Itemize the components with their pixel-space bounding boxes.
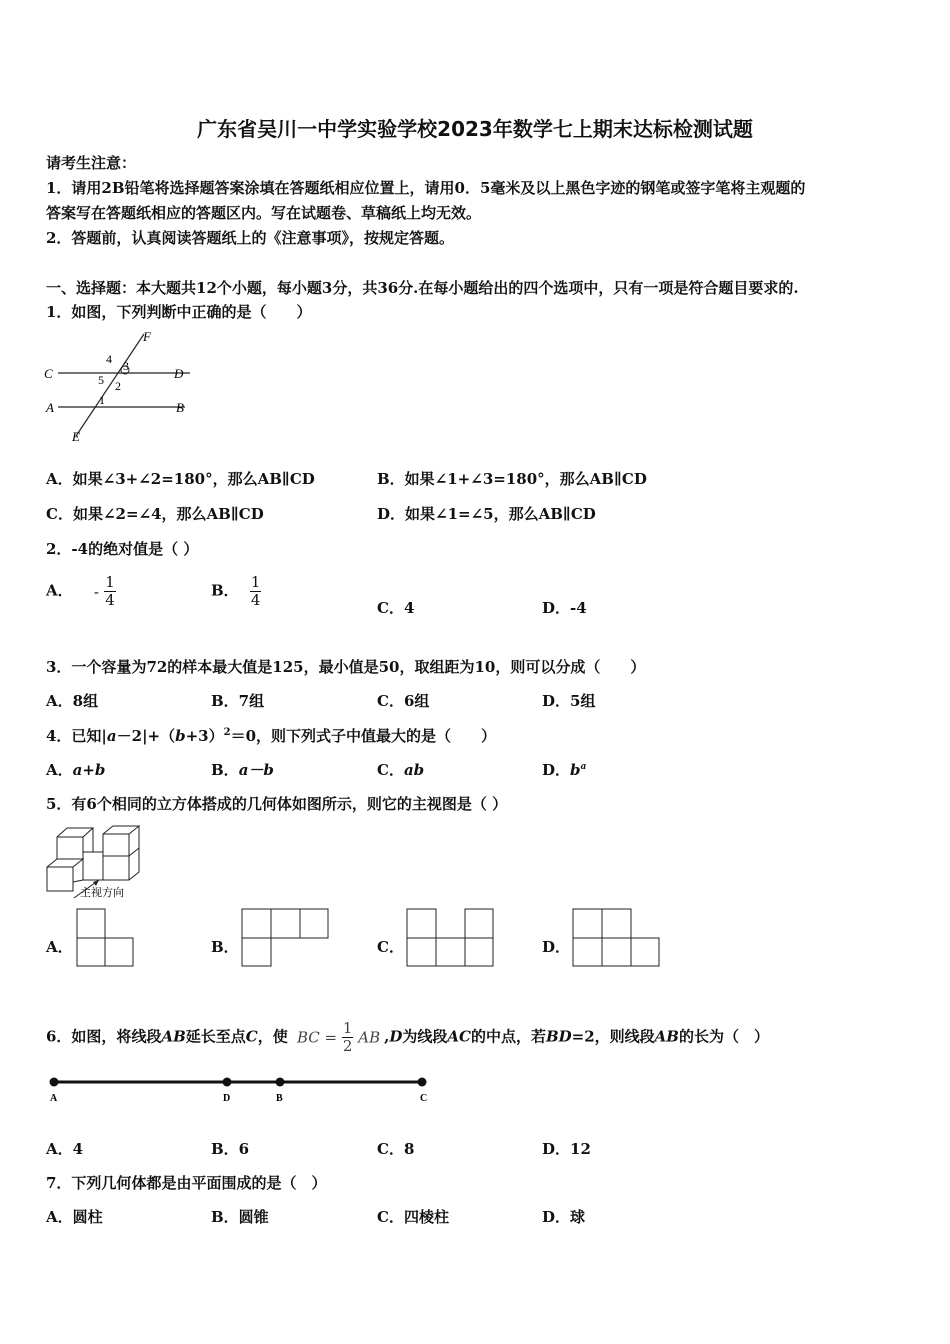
q2-option-a-sign: -	[93, 582, 99, 601]
q4-a-label: A．	[46, 761, 73, 779]
q4-c-label: C．	[377, 761, 404, 779]
q4-c-expr: ab	[403, 761, 425, 779]
q5-option-b[interactable]: B．	[211, 938, 239, 956]
q2-stem: 2．-4的绝对值是（ ）	[46, 540, 199, 558]
q4-option-a[interactable]	[46, 759, 105, 780]
q5-option-a-figure[interactable]	[76, 908, 136, 968]
q6-bd: BD	[545, 1027, 572, 1046]
q1-option-b[interactable]: B．如果∠1+∠3=180°，那么AB∥CD	[377, 470, 647, 488]
point-d	[223, 1078, 232, 1087]
label-2: 2	[115, 379, 121, 393]
q6-ac-1: AC	[447, 1027, 471, 1046]
q7-option-d[interactable]: D．球	[542, 1208, 586, 1226]
page-title: 广东省吴川一中学实验学校2023年数学七上期末达标检测试题	[197, 117, 753, 141]
q3-option-c[interactable]: C．6组	[377, 692, 430, 710]
q6-stem-mid3: ,	[384, 1027, 390, 1046]
q6-stem-mid6: =2，则线段	[571, 1027, 655, 1046]
q7-option-a[interactable]: A．圆柱	[46, 1208, 103, 1226]
q4-option-d[interactable]	[542, 759, 586, 780]
point-a	[50, 1078, 59, 1087]
q5-option-d[interactable]: D．	[542, 938, 571, 956]
q6-stem	[46, 1020, 769, 1055]
q1-option-d[interactable]: D．如果∠1=∠5，那么AB∥CD	[377, 505, 596, 523]
label-C: C	[44, 366, 53, 381]
q3-option-a[interactable]: A．8组	[46, 692, 99, 710]
q6-figure	[44, 1070, 444, 1110]
q5-option-b-figure[interactable]	[241, 908, 331, 968]
q4-b-expr: a－b	[238, 761, 274, 779]
label-4: 4	[106, 352, 112, 366]
q6-option-a[interactable]: A．4	[46, 1140, 84, 1158]
q4-stem	[46, 725, 496, 746]
label-1: 1	[99, 393, 105, 407]
q6-formula-fraction	[342, 1020, 354, 1055]
q6-option-b[interactable]: B．6	[211, 1140, 250, 1158]
q2-option-b-label: B．	[211, 581, 239, 600]
notice-line-2: 2．答题前，认真阅读答题纸上的《注意事项》，按规定答题。	[46, 229, 454, 247]
q2-option-b[interactable]	[211, 574, 261, 609]
q4-d-base: b	[570, 761, 581, 779]
q5-option-d-figure[interactable]	[572, 908, 662, 968]
label-5: 5	[98, 373, 104, 387]
q2-b-den: 4	[250, 591, 261, 609]
q4-exponent: 2	[223, 727, 231, 738]
q1-option-c[interactable]: C．如果∠2=∠4，那么AB∥CD	[46, 505, 264, 523]
q2-a-num: 1	[105, 573, 115, 591]
q6-option-d[interactable]: D．12	[542, 1140, 591, 1158]
label-E: E	[72, 429, 80, 444]
q4-option-b[interactable]	[211, 759, 274, 780]
q2-option-b-fraction	[250, 574, 262, 609]
q2-option-c[interactable]: C．4	[377, 599, 415, 617]
q2-option-a-fraction	[104, 574, 116, 609]
point-b-label: B	[276, 1093, 283, 1104]
q6-formula	[297, 1020, 380, 1055]
label-A: A	[46, 400, 54, 415]
q4-option-c[interactable]	[377, 759, 424, 780]
q5-option-a[interactable]: A．	[46, 938, 73, 956]
point-a-label: A	[50, 1093, 58, 1104]
q6-stem-post: 的长为（ ）	[678, 1027, 769, 1046]
q1-option-a[interactable]: A．如果∠3+∠2=180°，那么AB∥CD	[46, 470, 315, 488]
point-b	[276, 1078, 285, 1087]
q6-formula-num: 1	[342, 1019, 353, 1037]
q6-formula-rhs: AB	[358, 1028, 381, 1047]
q4-b-label: B．	[211, 761, 239, 779]
line-ef	[76, 334, 144, 436]
q4-stem-post: ＝0，则下列式子中值最大的是（ ）	[230, 727, 497, 745]
q6-stem-mid1: 延长至点	[185, 1027, 246, 1046]
q5-stem: 5．有6个相同的立方体搭成的几何体如图所示，则它的主视图是（ ）	[46, 795, 508, 813]
q3-stem: 3．一个容量为72的样本最大值是125，最小值是50，取组距为10，则可以分成（ ）	[46, 658, 646, 676]
q1-stem: 1．如图，下列判断中正确的是（ ）	[46, 303, 312, 321]
q4-stem-mid2: +3）	[185, 727, 224, 745]
q2-option-d[interactable]: D．-4	[542, 599, 587, 617]
q6-option-c[interactable]: C．8	[377, 1140, 415, 1158]
point-d-label: D	[223, 1093, 231, 1104]
q5-figure	[44, 822, 144, 900]
view-direction-label: 主视方向	[80, 887, 124, 899]
q2-option-a-label: A．	[46, 581, 73, 600]
q5-option-c-figure[interactable]	[406, 908, 496, 968]
q4-d-label: D．	[542, 761, 571, 779]
q6-d-1: D	[389, 1027, 403, 1046]
label-3: 3	[123, 359, 129, 373]
q2-b-num: 1	[250, 573, 261, 591]
point-c-label: C	[420, 1093, 428, 1104]
q6-stem-mid4: 为线段	[402, 1027, 448, 1046]
q3-option-b[interactable]: B．7组	[211, 692, 265, 710]
q6-formula-den: 2	[342, 1037, 353, 1055]
q1-figure	[40, 326, 200, 446]
point-c	[418, 1078, 427, 1087]
q6-ab-2: AB	[654, 1027, 679, 1046]
q4-var-b: b	[175, 727, 186, 745]
label-B: B	[176, 400, 184, 415]
q6-ab-1: AB	[161, 1027, 186, 1046]
q4-stem-mid: －2|+（	[116, 727, 176, 745]
q4-d-exp: a	[580, 762, 587, 772]
notice-line-1: 1．请用2B铅笔将选择题答案涂填在答题纸相应位置上，请用0．5毫米及以上黑色字迹的钢笔或签字笔将主观题的	[46, 179, 806, 197]
q4-a-expr: a+b	[72, 761, 106, 779]
q7-stem: 7．下列几何体都是由平面围成的是（ ）	[46, 1174, 327, 1192]
q6-stem-mid2: ，使	[257, 1027, 288, 1046]
notice-heading: 请考生注意：	[46, 154, 137, 172]
q2-a-den: 4	[105, 591, 115, 609]
q7-option-c[interactable]: C．四棱柱	[377, 1208, 449, 1226]
q3-option-d[interactable]: D．5组	[542, 692, 596, 710]
q6-c-1: C	[245, 1027, 258, 1046]
notice-line-1b: 答案写在答题纸相应的答题区内。写在试题卷、草稿纸上均无效。	[46, 204, 482, 222]
q2-option-a[interactable]	[46, 574, 116, 609]
q4-stem-pre: 4．已知|	[46, 727, 107, 745]
q7-option-b[interactable]: B．圆锥	[211, 1208, 269, 1226]
q6-stem-pre: 6．如图，将线段	[46, 1027, 162, 1046]
label-F: F	[143, 329, 151, 344]
label-D: D	[174, 366, 184, 381]
q4-var-a: a	[106, 727, 117, 745]
q6-formula-lhs: BC =	[297, 1028, 338, 1047]
q6-stem-mid5: 的中点，若	[470, 1027, 546, 1046]
q5-option-c[interactable]: C．	[377, 938, 404, 956]
section-heading: 一、选择题：本大题共12个小题，每小题3分，共36分.在每小题给出的四个选项中，只有一项是符合题目要求的.	[46, 279, 799, 297]
